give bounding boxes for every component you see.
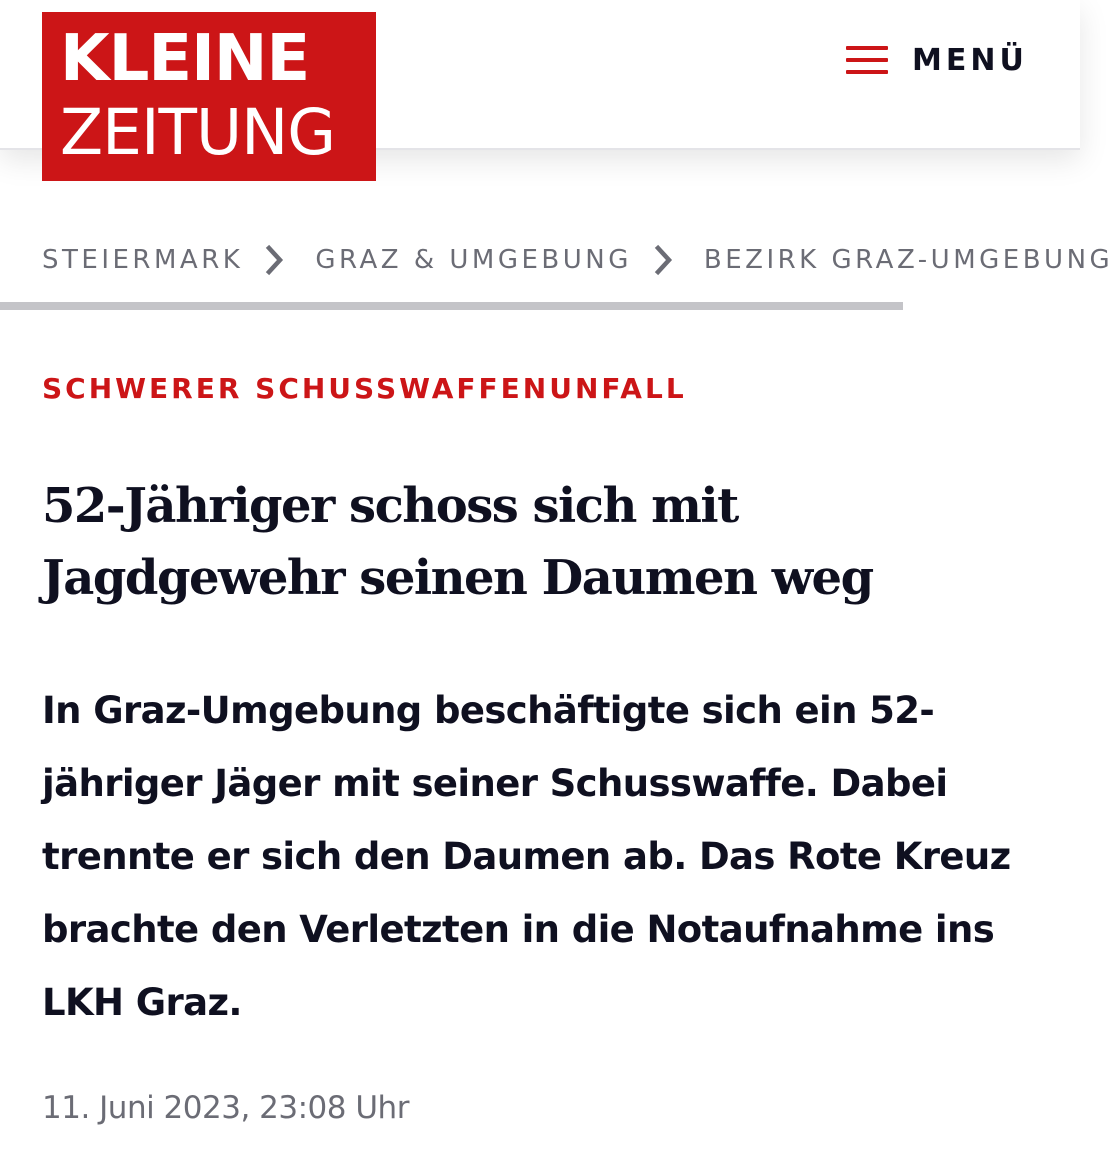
breadcrumb-item-graz-umgebung[interactable]: GRAZ & UMGEBUNG bbox=[315, 245, 632, 275]
breadcrumb-item-bezirk-graz-umgebung[interactable]: BEZIRK GRAZ-UMGEBUNG bbox=[703, 245, 1113, 275]
chevron-right-icon bbox=[654, 245, 674, 275]
logo-line-1: KLEINE bbox=[60, 22, 310, 96]
logo-line-2: ZEITUNG bbox=[60, 96, 336, 169]
menu-button[interactable] bbox=[838, 30, 1028, 90]
breadcrumb-item-steiermark[interactable]: STEIERMARK bbox=[42, 245, 244, 275]
breadcrumb-scrollbar[interactable] bbox=[0, 302, 903, 310]
article-lead: In Graz-Umgebung beschäftigte sich ein 52-jähriger Jäger mit seiner Schusswaffe. Dabei trennte er sich den Daumen ab. Das Rote Kreuz brachte den Verletzten in die Notaufnahme ins LKH Graz. bbox=[42, 689, 1011, 1024]
chevron-right-icon bbox=[265, 245, 285, 275]
hamburger-menu-icon bbox=[846, 45, 888, 75]
article-timestamp: 11. Juni 2023, 23:08 Uhr bbox=[42, 1090, 409, 1126]
breadcrumb bbox=[0, 230, 1113, 290]
article-headline: 52-Jähriger schoss sich mit Jagdgewehr seinen Daumen weg bbox=[42, 478, 873, 606]
article-kicker: SCHWERER SCHUSSWAFFENUNFALL bbox=[42, 372, 687, 405]
menu-label: MENÜ bbox=[912, 42, 1028, 78]
kleine-zeitung-logo[interactable] bbox=[42, 12, 376, 181]
